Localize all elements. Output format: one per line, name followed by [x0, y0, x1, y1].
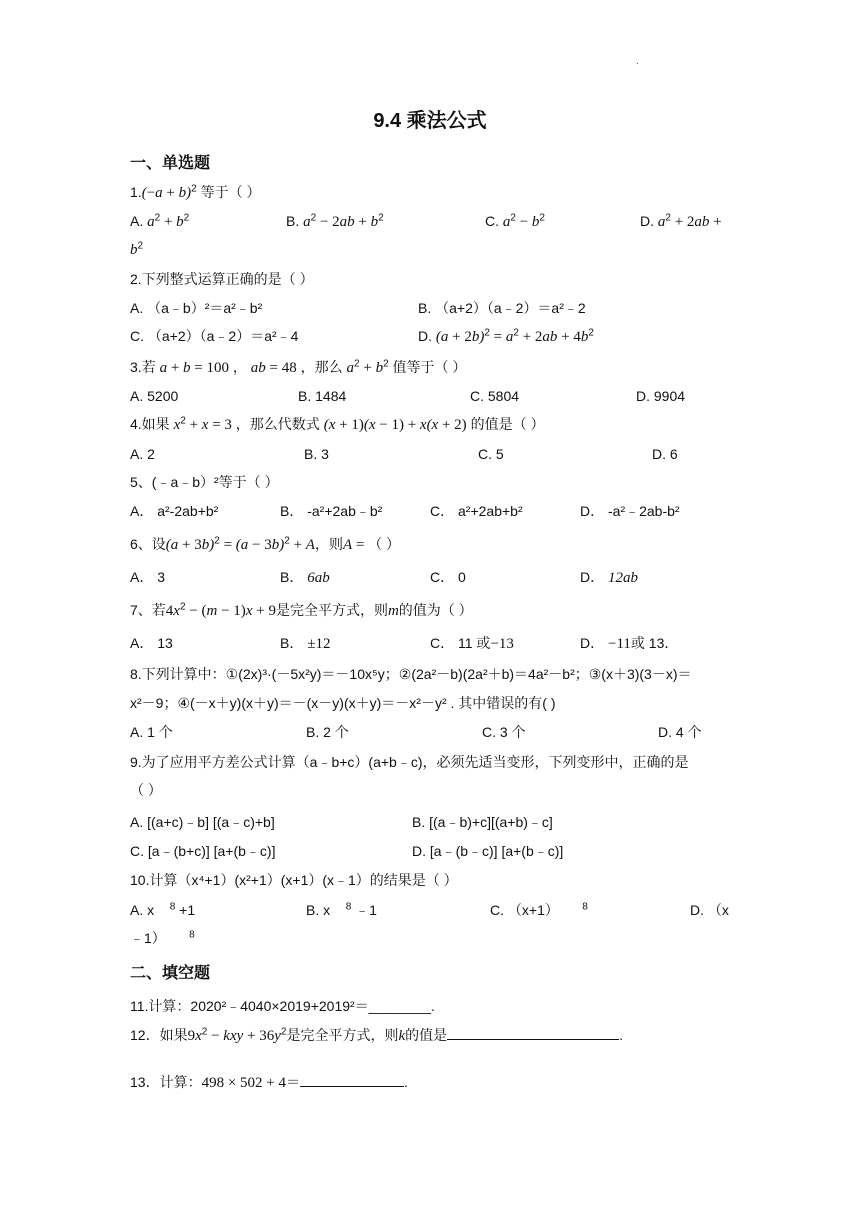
question-8-stem-line-2: x²－9；④(－x＋y)(x＋y)＝－(x－y)(x＋y)＝－x²－y² . 其中错误的有( )	[130, 695, 556, 711]
section-heading-single-choice: 一、单选题	[130, 155, 211, 172]
question-1-option-a: A. $a^2 + b^2$	[130, 212, 190, 230]
question-10-option-d-cont: ﹣1） $^8$	[130, 929, 195, 946]
question-2-option-d: D. $(a + 2b)^2 = a^2 + 2ab + 4b^2$	[418, 327, 594, 345]
question-6-option-c: C． 0	[430, 569, 466, 585]
question-5-option-c: C． a²+2ab+b²	[430, 503, 523, 519]
question-1-stem: $1.(-a + b)^2$ 等于（ ）	[130, 183, 261, 201]
question-4-stem: 4.如果 $x^2 + x = 3$ ，那么代数式 (x + 1)(x − 1) + x(x + 2) 的值是（ ）	[130, 415, 545, 433]
answer-blank[interactable]	[447, 1025, 619, 1040]
question-10-option-d: D. （x	[690, 902, 729, 918]
question-9-option-d: D. [a﹣(b﹣c)] [a+(b﹣c)]	[412, 843, 564, 859]
question-8-option-b: B. 2 个	[306, 724, 349, 740]
question-3-option-a: A. 5200	[130, 388, 179, 404]
section-heading-fill-in: 二、填空题	[130, 965, 211, 982]
question-5-stem: 5、(﹣a﹣b）²等于（ ）	[130, 474, 279, 490]
question-12-stem: 12．如果$9x^2$ − kxy + $36y^2$是完全平方式，则k的值是 .	[130, 1026, 624, 1044]
question-3-option-c: C. 5804	[470, 388, 520, 404]
question-9-option-b: B. [(a﹣b)+c][(a+b)﹣c]	[412, 814, 553, 830]
question-9-stem-line-2: （ ）	[130, 782, 162, 798]
question-10-option-c: C. （x+1） $^8$	[490, 901, 588, 918]
question-5-option-b: B． -a²+2ab﹣b²	[280, 503, 383, 519]
question-2-stem: 2.下列整式运算正确的是（ ）	[130, 271, 314, 287]
question-1-option-c: C. $a^2 - b^2$	[485, 212, 545, 230]
question-4-option-b: B. 3	[304, 446, 329, 462]
question-5-option-a: A． a²-2ab+b²	[130, 503, 219, 519]
page-title: 9.4 乘法公式	[373, 110, 487, 132]
question-2-option-c: C. （a+2）（a﹣2）＝a²﹣4	[130, 328, 299, 344]
question-3-stem: 3.若 a + b = 100 ， ab = 48 ，那么 $a^2 + b^2$ 值等于（ ）	[130, 358, 467, 376]
question-8-stem-line-1: 8.下列计算中：①(2x)³·(－5x²y)＝－10x⁵y；②(2a²－b)(2a²＋b)＝4a²－b²；③(x＋3)(3－x)＝	[130, 666, 692, 682]
question-4-option-c: C. 5	[478, 446, 504, 462]
question-7-option-a: A． 13	[130, 635, 173, 651]
question-2-option-b: B. （a+2）（a﹣2）＝a²﹣2	[418, 300, 586, 316]
question-7-option-b: B． ±12	[280, 635, 331, 652]
question-7-stem: 7、若$4x^2 - (m - 1)x + 9$是完全平方式，则m的值为（ ）	[130, 601, 473, 619]
page-dot: .	[636, 56, 639, 67]
question-1-option-d: D. $a^2 + 2ab$ +	[640, 212, 722, 230]
question-6-stem: 6、设$(a + 3b)^2 = (a - 3b)^2 + A$，则A = （ ）	[130, 535, 400, 553]
question-9-stem-line-1: 9.为了应用平方差公式计算（a﹣b+c）(a+b﹣c)，必须先适当变形，下列变形中，正确的是	[130, 754, 689, 770]
question-10-option-b: B. x $^8$ ﹣1	[306, 901, 377, 918]
question-11-stem: 11.计算：2020²﹣4040×2019+2019²＝________.	[130, 998, 435, 1014]
question-10-option-a: A. x $^8$ +1	[130, 901, 196, 918]
question-10-stem: 10.计算（x⁴+1）(x²+1）(x+1）(x﹣1）的结果是（ ）	[130, 872, 458, 888]
question-6-option-a: A． 3	[130, 569, 166, 585]
question-8-option-a: A. 1 个	[130, 724, 173, 740]
question-4-option-d: D. 6	[652, 446, 678, 462]
question-13-stem: 13．计算：498 × 502 + 4＝ .	[130, 1074, 408, 1091]
question-7-option-d: D． −11或 13．	[580, 635, 679, 652]
question-7-option-c: C． 11 或−13	[430, 635, 514, 652]
question-9-option-a: A. [(a+c)﹣b] [(a﹣c)+b]	[130, 814, 275, 830]
question-3-option-d: D. 9904	[636, 388, 686, 404]
question-8-option-c: C. 3 个	[482, 724, 526, 740]
question-4-option-a: A. 2	[130, 446, 155, 462]
question-9-option-c: C. [a﹣(b+c)] [a+(b﹣c)]	[130, 843, 276, 859]
question-6-option-b: B． 6ab	[280, 569, 330, 586]
question-1-option-d-cont: $b^2$	[130, 240, 144, 258]
question-1-option-b: B. $a^2 - 2ab + b^2$	[286, 212, 384, 230]
answer-blank[interactable]	[300, 1072, 404, 1087]
question-5-option-d: D． -a²﹣2ab-b²	[580, 503, 680, 519]
question-8-option-d: D. 4 个	[658, 724, 702, 740]
question-3-option-b: B. 1484	[298, 388, 347, 404]
question-6-option-d: D． 12ab	[580, 569, 638, 586]
question-2-option-a: A. （a﹣b）²＝a²﹣b²	[130, 300, 263, 316]
